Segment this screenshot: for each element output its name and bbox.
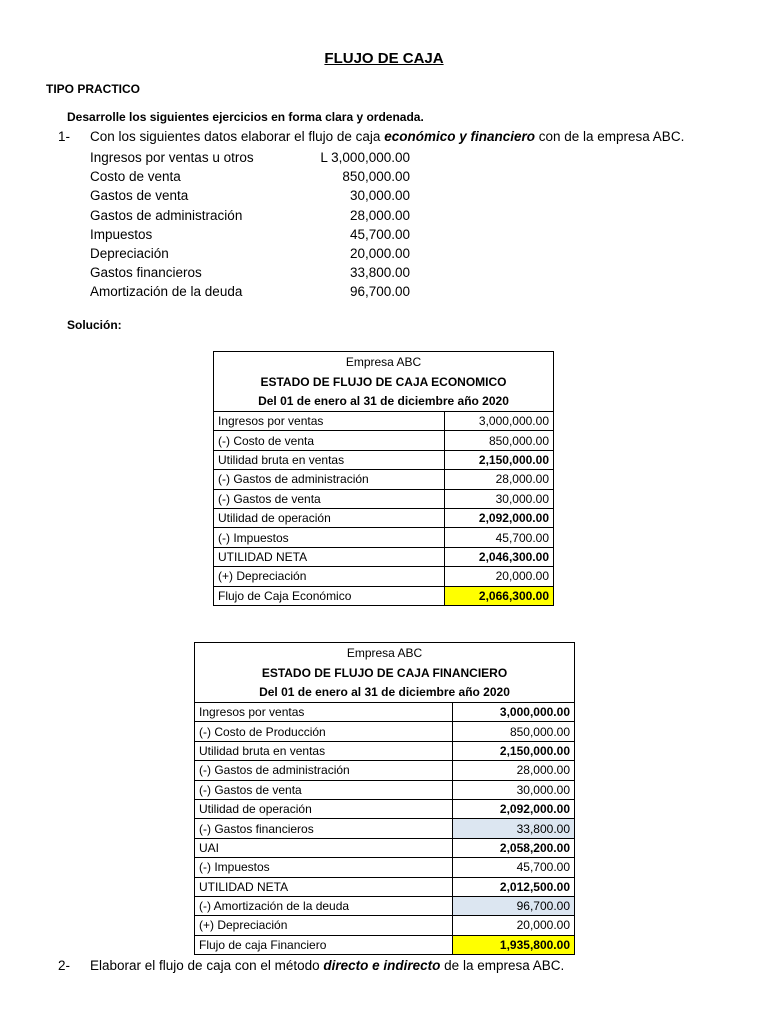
row-label: Utilidad de operación [195,799,453,818]
question-2-emphasis: directo e indirecto [323,958,441,973]
question-2-number: 2- [58,958,71,973]
row-label: Utilidad bruta en ventas [195,741,453,760]
solution-label: Solución: [67,318,122,332]
table-row [214,508,554,527]
question-1-emphasis: económico y financiero [384,129,535,144]
row-value: 3,000,000.00 [453,703,575,722]
table-row [214,489,554,508]
question-2-text-pre: Elaborar el flujo de caja con el método [90,958,324,973]
row-label: (-) Costo de venta [214,431,445,450]
table-row [195,916,575,935]
row-label: (-) Gastos de venta [214,489,445,508]
table-company: Empresa ABC [195,643,575,663]
row-label: Utilidad bruta en ventas [214,450,445,469]
data-value: 850,000.00 [342,169,410,185]
table-row-total [214,586,554,605]
data-row [90,244,420,263]
row-label: (+) Depreciación [214,567,445,586]
row-value: 28,000.00 [453,761,575,780]
row-value: 2,046,300.00 [445,547,554,566]
table-row [214,412,554,431]
data-value: 33,800.00 [349,265,410,281]
row-value: 2,012,500.00 [453,877,575,896]
question-2-text-post: de la empresa ABC. [440,958,565,973]
table-row [214,470,554,489]
row-value: 3,000,000.00 [445,412,554,431]
row-value: 96,700.00 [453,896,575,915]
data-value: 45,700.00 [349,226,410,242]
question-1 [58,129,684,144]
row-label: (-) Gastos de administración [214,470,445,489]
row-label: UAI [195,838,453,857]
table-row-total [195,935,575,954]
data-label: Amortización de la deuda [90,284,243,300]
table-period: Del 01 de enero al 31 de diciembre año 2020 [214,392,554,412]
economic-cash-flow-table [213,351,554,606]
row-value: 20,000.00 [453,916,575,935]
row-label: UTILIDAD NETA [195,877,453,896]
row-label: (-) Costo de Producción [195,722,453,741]
row-label: (-) Gastos financieros [195,819,453,838]
data-list [90,148,420,302]
table-row [214,450,554,469]
total-value: 2,066,300.00 [445,586,554,605]
question-2 [58,958,564,973]
row-value: 45,700.00 [445,528,554,547]
row-value: 28,000.00 [445,470,554,489]
data-label: Gastos de administración [90,207,243,223]
table-heading: ESTADO DE FLUJO DE CAJA FINANCIERO [195,663,575,683]
row-value: 30,000.00 [453,780,575,799]
table-row [195,741,575,760]
page-title: FLUJO DE CAJA [324,50,444,67]
row-value: 2,150,000.00 [453,741,575,760]
table-row [214,567,554,586]
row-label: (-) Gastos de venta [195,780,453,799]
data-value: 20,000.00 [349,245,410,261]
table-row [195,877,575,896]
table-row [195,838,575,857]
table-row [195,703,575,722]
table-company: Empresa ABC [214,352,554,372]
data-value: L 3,000,000.00 [320,150,410,165]
row-value: 2,092,000.00 [453,799,575,818]
data-row [90,282,420,301]
data-value: 28,000.00 [349,207,410,223]
data-row [90,225,420,244]
row-label: (-) Impuestos [195,858,453,877]
data-label: Impuestos [90,226,153,242]
data-row [90,167,420,186]
data-row [90,206,420,225]
data-value: 96,700.00 [349,284,410,300]
row-label: (-) Amortización de la deuda [195,896,453,915]
question-1-number: 1- [58,129,71,144]
row-value: 850,000.00 [453,722,575,741]
data-label: Costo de venta [90,169,181,185]
row-label: Flujo de Caja Económico [214,586,445,605]
row-label: (+) Depreciación [195,916,453,935]
data-value: 30,000.00 [349,188,410,204]
row-value: 30,000.00 [445,489,554,508]
total-value: 1,935,800.00 [453,935,575,954]
financial-cash-flow-table [194,642,575,955]
row-label: Ingresos por ventas [195,703,453,722]
table-row [195,799,575,818]
table-row [195,761,575,780]
table-row [214,431,554,450]
question-1-text-pre: Con los siguientes datos elaborar el flujo de caja [90,129,385,144]
row-label: UTILIDAD NETA [214,547,445,566]
table-row [214,528,554,547]
row-label: (-) Impuestos [214,528,445,547]
row-value: 45,700.00 [453,858,575,877]
table-row [195,819,575,838]
table-row [195,896,575,915]
data-label: Depreciación [90,245,169,261]
table-period: Del 01 de enero al 31 de diciembre año 2020 [195,683,575,703]
row-value: 2,092,000.00 [445,508,554,527]
row-value: 20,000.00 [445,567,554,586]
table-heading: ESTADO DE FLUJO DE CAJA ECONOMICO [214,372,554,392]
row-label: (-) Gastos de administración [195,761,453,780]
table-row [214,547,554,566]
row-label: Utilidad de operación [214,508,445,527]
data-label: Ingresos por ventas u otros [90,150,254,165]
row-label: Ingresos por ventas [214,412,445,431]
row-value: 2,150,000.00 [445,450,554,469]
table-row [195,858,575,877]
row-value: 2,058,200.00 [453,838,575,857]
table-row [195,722,575,741]
data-row [90,148,420,167]
row-label: Flujo de caja Financiero [195,935,453,954]
table-row [195,780,575,799]
data-row [90,263,420,282]
row-value: 33,800.00 [453,819,575,838]
question-1-text-post: con de la empresa ABC. [534,129,685,144]
data-label: Gastos financieros [90,265,202,281]
section-label: TIPO PRACTICO [46,82,141,96]
row-value: 850,000.00 [445,431,554,450]
data-row [90,186,420,205]
data-label: Gastos de venta [90,188,189,204]
instructions: Desarrolle los siguientes ejercicios en forma clara y ordenada. [67,110,424,124]
